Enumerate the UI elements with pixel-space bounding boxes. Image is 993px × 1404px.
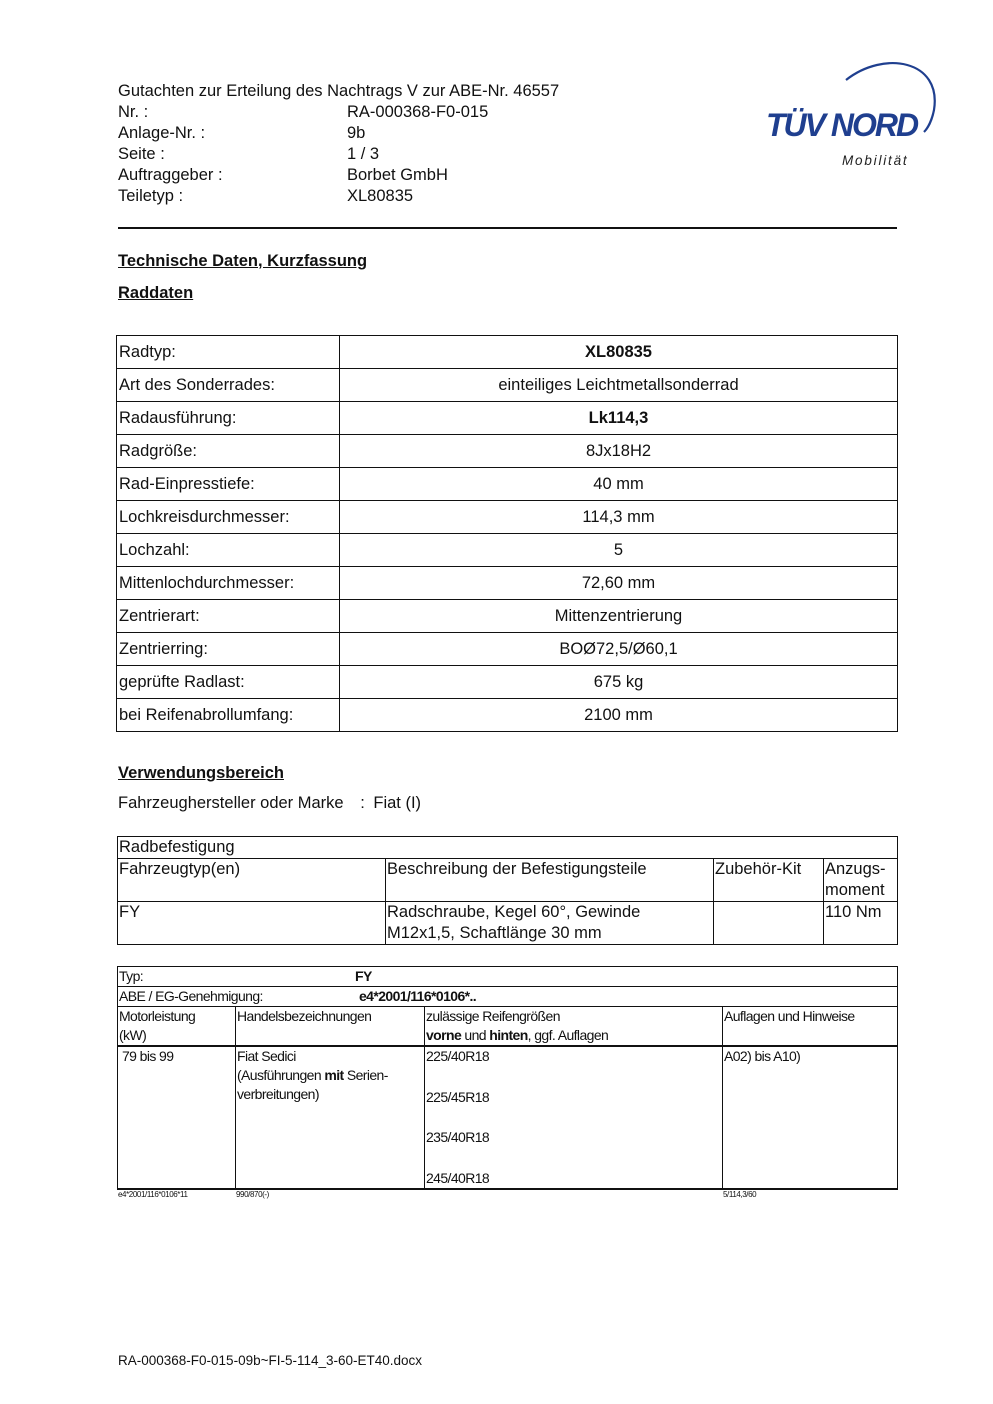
table-row xyxy=(118,837,898,859)
cell-auflagen: A02) bis A10) xyxy=(723,1046,898,1189)
col-header-anzugsmoment: Anzugs-moment xyxy=(824,859,898,902)
cell-motor: 79 bis 99 xyxy=(118,1046,236,1189)
col-header-beschreibung: Beschreibung der Befestigungsteile xyxy=(386,859,714,902)
hersteller-separator: : xyxy=(360,794,365,812)
typ-label: Typ: xyxy=(119,968,144,984)
tuev-nord-logo xyxy=(764,58,944,170)
section-title-verwendung: Verwendungsbereich xyxy=(118,764,284,782)
table-row xyxy=(117,534,898,567)
cell-reifen xyxy=(425,1046,723,1189)
table-row xyxy=(117,666,898,699)
row-value: 72,60 mm xyxy=(340,567,898,600)
col-header-motor: Motorleistung (kW) xyxy=(118,1007,236,1047)
table-row xyxy=(117,435,898,468)
cell-typ: FY xyxy=(118,902,386,945)
hersteller-line xyxy=(118,794,421,813)
typ-table xyxy=(117,966,898,1190)
document-title: Gutachten zur Erteilung des Nachtrags V zur ABE-Nr. 46557 xyxy=(118,82,560,100)
table-row xyxy=(117,633,898,666)
col-header-auflagen: Auflagen und Hinweise xyxy=(723,1007,898,1047)
svg-text:Mobilität: Mobilität xyxy=(842,153,909,168)
col-header-zubehoer: Zubehör-Kit xyxy=(714,859,824,902)
section-title-tech: Technische Daten, Kurzfassung xyxy=(118,252,368,270)
row-value: einteiliges Leichtmetallsonderrad xyxy=(340,369,898,402)
tyre-size: 225/45R18 xyxy=(426,1088,490,1105)
table-row xyxy=(117,501,898,534)
row-label: Rad-Einpresstiefe: xyxy=(117,468,340,501)
row-value: Lk114,3 xyxy=(340,402,898,435)
hersteller-value: Fiat (I) xyxy=(373,794,422,812)
cell-beschreibung: Radschraube, Kegel 60°, Gewinde M12x1,5, Schaftlänge 30 mm xyxy=(386,902,714,945)
row-label: Radgröße: xyxy=(117,435,340,468)
row-label: Mittenlochdurchmesser: xyxy=(117,567,340,600)
col-header-reifen: zulässige Reifengrößen vorne und hinten, ggf. Auflagen xyxy=(425,1007,723,1047)
row-value: 675 kg xyxy=(340,666,898,699)
header-row-auftraggeber: Auftraggeber : Borbet GmbH xyxy=(118,166,448,184)
table-header-row xyxy=(118,1007,898,1047)
row-label: Zentrierart: xyxy=(117,600,340,633)
table-row xyxy=(117,600,898,633)
radbefestigung-table xyxy=(117,836,898,945)
cell-handel: Fiat Sedici (Ausführungen mit Serien- verbreitungen) xyxy=(236,1046,425,1189)
header-row-nr: Nr. : RA-000368-F0-015 xyxy=(118,103,489,121)
row-value: 5 xyxy=(340,534,898,567)
document-header xyxy=(118,81,559,207)
tyre-size: 235/40R18 xyxy=(426,1129,490,1145)
footer-filename: RA-000368-F0-015-09b~FI-5-114_3-60-ET40.docx xyxy=(118,1353,423,1368)
row-value: Mittenzentrierung xyxy=(340,600,898,633)
header-row-seite: Seite : 1 / 3 xyxy=(118,145,380,163)
abe-value: e4*2001/116*0106*.. xyxy=(359,988,477,1004)
cell-moment: 110 Nm xyxy=(824,902,898,945)
section-title-raddaten: Raddaten xyxy=(118,284,194,302)
tyre-size: 245/40R18 xyxy=(426,1169,490,1186)
raddaten-table xyxy=(116,335,898,732)
row-value: 8Jx18H2 xyxy=(340,435,898,468)
row-value: 2100 mm xyxy=(340,699,898,732)
note-abe-number: e4*2001/116*0106*11 xyxy=(118,1190,188,1199)
table-row xyxy=(118,987,898,1007)
row-label: Zentrierring: xyxy=(117,633,340,666)
table-row xyxy=(117,336,898,369)
table-row xyxy=(118,967,898,987)
row-label: Lochkreisdurchmesser: xyxy=(117,501,340,534)
row-value: BOØ72,5/Ø60,1 xyxy=(340,633,898,666)
table-row xyxy=(118,1046,898,1189)
table-row xyxy=(117,567,898,600)
table-row xyxy=(117,369,898,402)
typ-value: FY xyxy=(355,968,372,984)
row-label: Lochzahl: xyxy=(117,534,340,567)
row-label: Radtyp: xyxy=(117,336,340,369)
note-lk: 5/114,3/60 xyxy=(723,1190,757,1199)
hersteller-label: Fahrzeughersteller oder Marke xyxy=(118,794,344,812)
col-header-handel: Handelsbezeichnungen xyxy=(236,1007,425,1047)
row-value: 114,3 mm xyxy=(340,501,898,534)
svg-text:TÜV NORD: TÜV NORD xyxy=(766,107,918,143)
abe-label: ABE / EG-Genehmigung: xyxy=(119,988,263,1004)
header-row-anlage: Anlage-Nr. : 9b xyxy=(118,124,366,142)
radbefestigung-title: Radbefestigung xyxy=(118,837,898,859)
row-value: XL80835 xyxy=(340,336,898,369)
table-row xyxy=(117,402,898,435)
row-label: bei Reifenabrollumfang: xyxy=(117,699,340,732)
col-header-fahrzeugtyp: Fahrzeugtyp(en) xyxy=(118,859,386,902)
cell-kit xyxy=(714,902,824,945)
header-divider xyxy=(118,227,897,229)
row-label: Art des Sonderrades: xyxy=(117,369,340,402)
note-code: 990/870(-) xyxy=(236,1190,269,1199)
row-value: 40 mm xyxy=(340,468,898,501)
header-row-teiletyp: Teiletyp : XL80835 xyxy=(118,187,414,205)
table-row xyxy=(117,468,898,501)
tyre-size: 225/40R18 xyxy=(426,1048,490,1064)
table-row xyxy=(117,699,898,732)
table-row xyxy=(118,902,898,945)
table-header-row xyxy=(118,859,898,902)
row-label: Radausführung: xyxy=(117,402,340,435)
row-label: geprüfte Radlast: xyxy=(117,666,340,699)
